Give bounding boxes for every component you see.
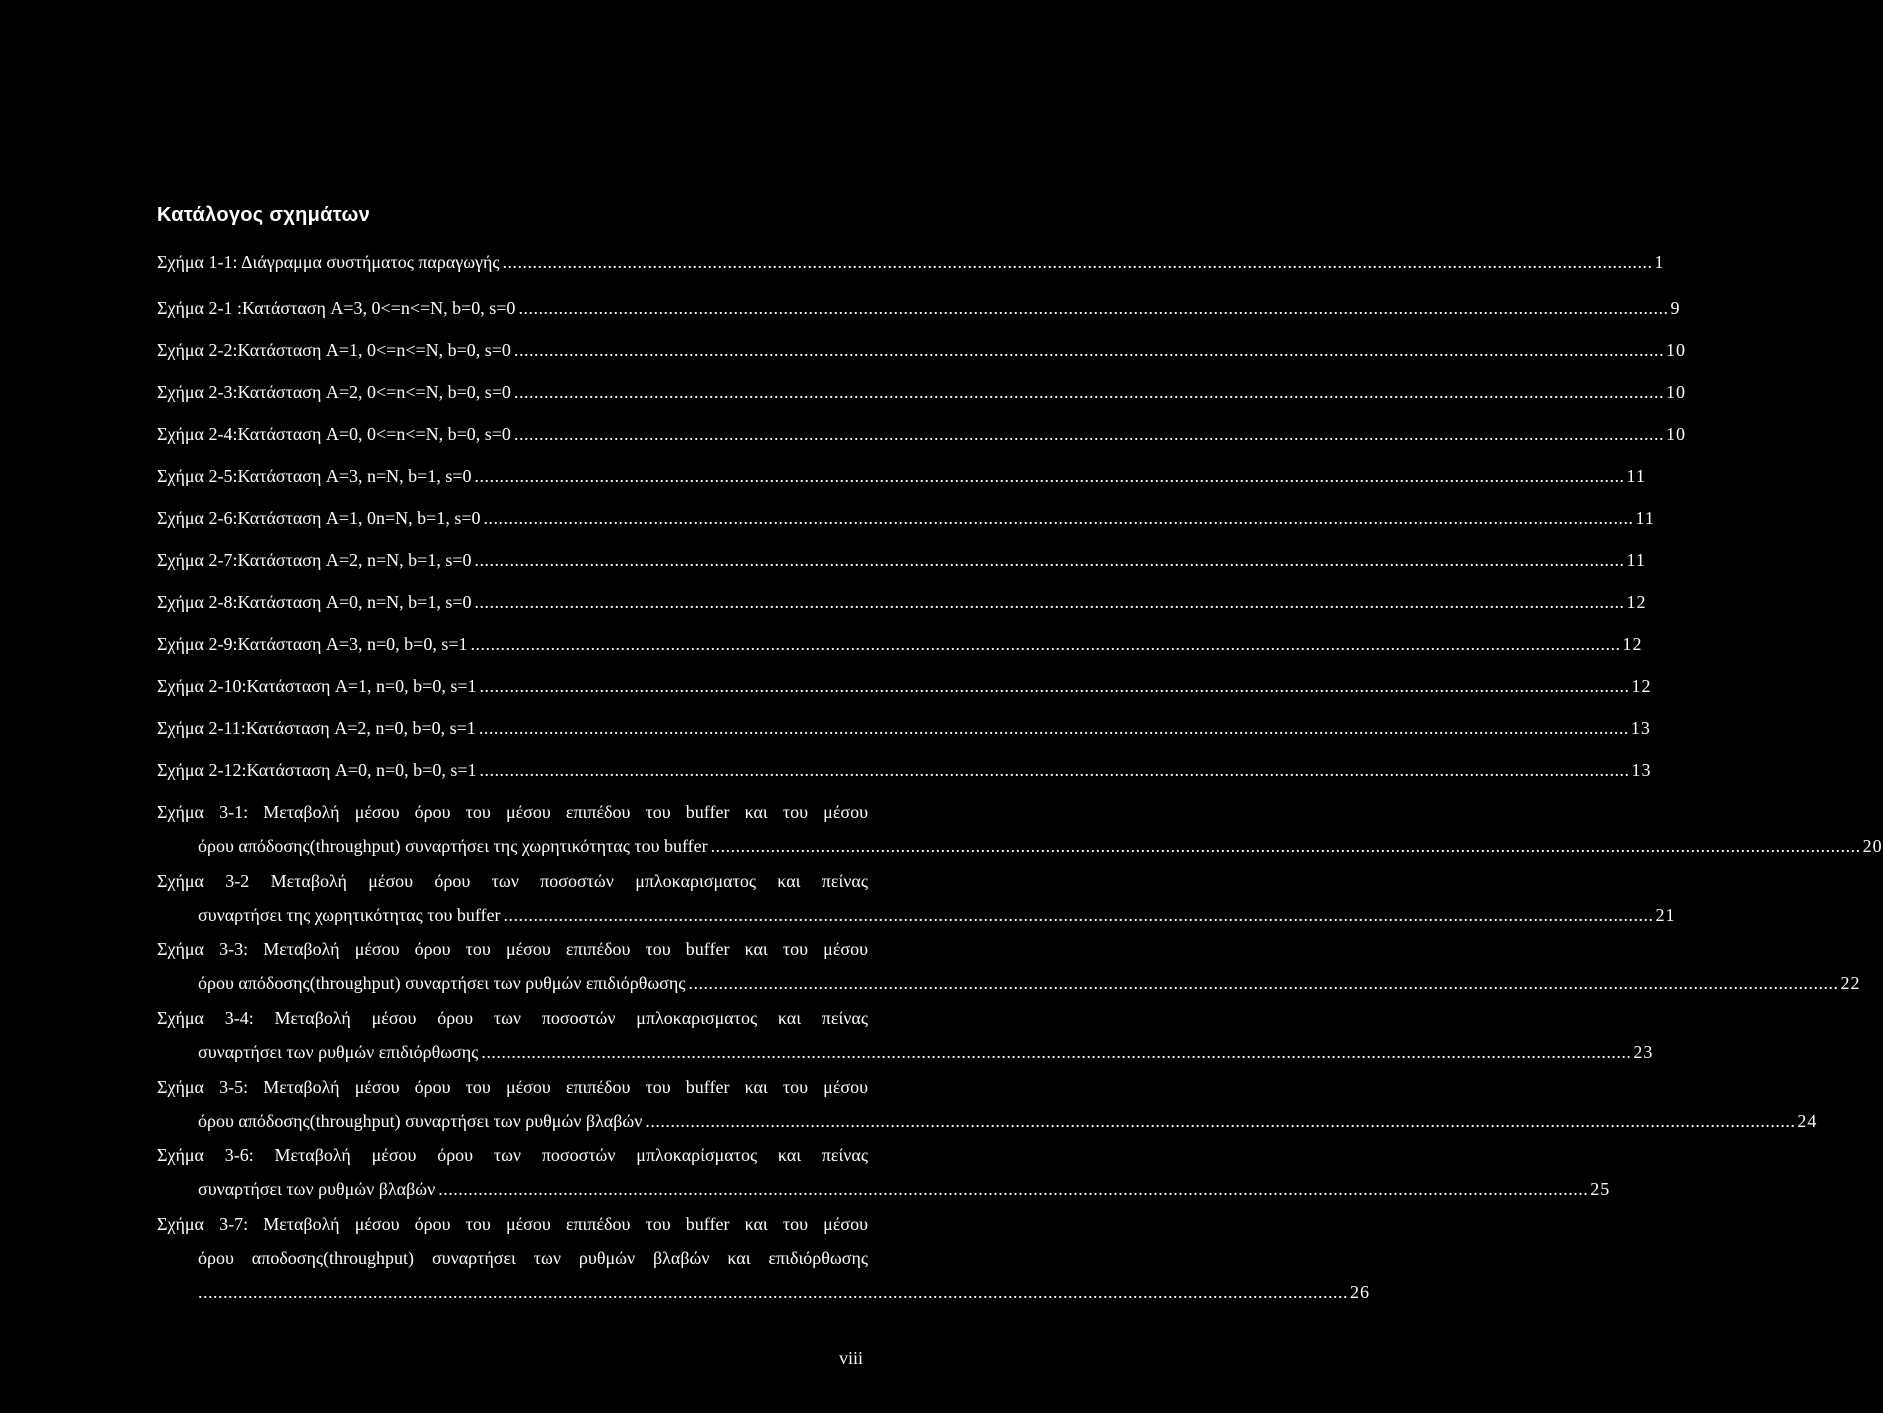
entry-page: 13: [1631, 760, 1652, 780]
toc-entry[interactable]: [157, 669, 1652, 703]
toc-entry-long[interactable]: [157, 1001, 1654, 1069]
dot-leader: ......................................................................................................................................................................................................................................: [478, 718, 1629, 738]
page-number: viii: [839, 1348, 864, 1368]
entry-text: Σχήμα 2-5:Κατάσταση A=3, n=N, b=1, s=0: [157, 466, 472, 486]
entry-text-line1: Σχήμα 3-1: Μεταβολή μέσου όρου του μέσου επιπέδου του buffer και του μέσου: [157, 802, 868, 822]
toc-entry[interactable]: [157, 627, 1643, 661]
toc-entry-long[interactable]: [157, 795, 1883, 863]
entry-text-line1: Σχήμα 3-3: Μεταβολή μέσου όρου του μέσου επιπέδου του buffer και του μέσου: [157, 939, 868, 959]
entry-page: 25: [1590, 1179, 1611, 1199]
entry-text: Σχήμα 2-2:Κατάσταση A=1, 0<=n<=N, b=0, s=0: [157, 340, 511, 360]
dot-leader: ......................................................................................................................................................................................................................................: [479, 760, 1630, 780]
toc-entry[interactable]: [157, 333, 1686, 367]
dot-leader: ......................................................................................................................................................................................................................................: [513, 382, 1664, 402]
entry-text-line1: Σχήμα 3-4: Μεταβολή μέσου όρου των ποσοστών μπλοκαρισματος και πείνας: [157, 1008, 868, 1028]
dot-leader: ......................................................................................................................................................................................................................................: [470, 634, 1621, 654]
entry-page: 20: [1862, 836, 1883, 856]
entry-text: Σχήμα 2-1 :Κατάσταση A=3, 0<=n<=N, b=0, s=0: [157, 298, 516, 318]
toc-entry[interactable]: [157, 375, 1686, 409]
entry-text: Σχήμα 2-7:Κατάσταση A=2, n=N, b=1, s=0: [157, 550, 472, 570]
entry-page: 10: [1665, 340, 1686, 360]
toc-entry[interactable]: [157, 753, 1652, 787]
dot-leader: ......................................................................................................................................................................................................................................: [481, 1042, 1632, 1062]
dot-leader: ......................................................................................................................................................................................................................................: [438, 1179, 1589, 1199]
entry-text-line2: όρου απόδοσης(throughput) συναρτήσει των ρυθμών επιδιόρθωσης: [198, 973, 686, 993]
dot-leader: ......................................................................................................................................................................................................................................: [645, 1111, 1796, 1131]
entry-text: Σχήμα 2-9:Κατάσταση A=3, n=0, b=0, s=1: [157, 634, 468, 654]
dot-leader: ......................................................................................................................................................................................................................................: [518, 298, 1669, 318]
dot-leader: ......................................................................................................................................................................................................................................: [474, 466, 1625, 486]
dot-leader: ......................................................................................................................................................................................................................................: [513, 424, 1664, 444]
entry-text-line2: όρου απόδοσης(throughput) συναρτήσει της χωρητικότητας του buffer: [198, 836, 708, 856]
entry-page: 10: [1665, 382, 1686, 402]
entry-text: Σχήμα 2-11:Κατάσταση A=2, n=0, b=0, s=1: [157, 718, 476, 738]
entry-text: Σχήμα 2-10:Κατάσταση A=1, n=0, b=0, s=1: [157, 676, 477, 696]
dot-leader: ......................................................................................................................................................................................................................................: [513, 340, 1664, 360]
entry-text-line1: Σχήμα 3-5: Μεταβολή μέσου όρου του μέσου επιπέδου του buffer και του μέσου: [157, 1077, 868, 1097]
dot-leader: ......................................................................................................................................................................................................................................: [474, 592, 1625, 612]
entry-page: 11: [1626, 550, 1646, 570]
entry-page: 11: [1635, 508, 1655, 528]
dot-leader: ......................................................................................................................................................................................................................................: [479, 676, 1630, 696]
entry-page: 13: [1630, 718, 1651, 738]
toc-entry-long[interactable]: [157, 1138, 1611, 1206]
toc-entry-long[interactable]: [157, 1070, 1818, 1138]
entry-page: 12: [1631, 676, 1652, 696]
dot-leader: ......................................................................................................................................................................................................................................: [483, 508, 1634, 528]
toc-entry-long[interactable]: [157, 1207, 1370, 1309]
toc-entry[interactable]: [157, 543, 1646, 577]
entry-page: 26: [1350, 1282, 1370, 1302]
toc-entry[interactable]: [157, 417, 1686, 451]
toc-entry[interactable]: [157, 585, 1647, 619]
dot-leader: ......................................................................................................................................................................................................................................: [710, 836, 1861, 856]
entry-text-line1: Σχήμα 3-2 Μεταβολή μέσου όρου των ποσοστών μπλοκαρισματος και πείνας: [157, 871, 868, 891]
toc-entry[interactable]: [157, 291, 1681, 325]
toc-entry[interactable]: [157, 245, 1665, 279]
entry-page: 22: [1840, 973, 1861, 993]
entry-text-line2: συναρτήσει των ρυθμών επιδιόρθωσης: [198, 1042, 479, 1062]
entry-page: 11: [1626, 466, 1646, 486]
entry-text-line2: όρου αποδοσης(throughput) συναρτήσει των ρυθμών βλαβών και επιδιόρθωσης: [198, 1248, 868, 1268]
page-title: Κατάλογος σχημάτων: [157, 204, 371, 226]
entry-text-line1: Σχήμα 3-6: Μεταβολή μέσου όρου των ποσοστών μπλοκαρίσματος και πείνας: [157, 1145, 868, 1165]
entry-text: Σχήμα 2-6:Κατάσταση A=1, 0n=N, b=1, s=0: [157, 508, 481, 528]
entry-text: Σχήμα 2-8:Κατάσταση A=0, n=N, b=1, s=0: [157, 592, 472, 612]
dot-leader: ......................................................................................................................................................................................................................................: [198, 1282, 1348, 1302]
dot-leader: ......................................................................................................................................................................................................................................: [502, 252, 1653, 272]
entry-page: 9: [1670, 298, 1681, 318]
entry-text: Σχήμα 1-1: Διάγραμμα συστήματος παραγωγής: [157, 252, 500, 272]
entry-text-line2: συναρτήσει των ρυθμών βλαβών: [198, 1179, 436, 1199]
entry-text: Σχήμα 2-4:Κατάσταση A=0, 0<=n<=N, b=0, s=0: [157, 424, 511, 444]
entry-page: 1: [1654, 252, 1665, 272]
entry-page: 10: [1665, 424, 1686, 444]
toc-entry[interactable]: [157, 501, 1655, 535]
entry-text-line1: Σχήμα 3-7: Μεταβολή μέσου όρου του μέσου επιπέδου του buffer και του μέσου: [157, 1214, 868, 1234]
toc-entry[interactable]: [157, 711, 1651, 745]
entry-text: Σχήμα 2-3:Κατάσταση A=2, 0<=n<=N, b=0, s=0: [157, 382, 511, 402]
dot-leader: ......................................................................................................................................................................................................................................: [503, 905, 1654, 925]
entry-page: 21: [1655, 905, 1676, 925]
toc-entry[interactable]: [157, 459, 1646, 493]
entry-text-line2: συναρτήσει της χωρητικότητας του buffer: [198, 905, 501, 925]
dot-leader: ......................................................................................................................................................................................................................................: [688, 973, 1839, 993]
toc-entry-long[interactable]: [157, 864, 1676, 932]
entry-text-line2: όρου απόδοσης(throughput) συναρτήσει των ρυθμών βλαβών: [198, 1111, 643, 1131]
entry-page: 12: [1626, 592, 1647, 612]
dot-leader: ......................................................................................................................................................................................................................................: [474, 550, 1625, 570]
toc-entry-long[interactable]: [157, 932, 1861, 1000]
entry-text: Σχήμα 2-12:Κατάσταση A=0, n=0, b=0, s=1: [157, 760, 477, 780]
entry-page: 12: [1622, 634, 1643, 654]
entry-page: 24: [1797, 1111, 1818, 1131]
entry-page: 23: [1633, 1042, 1654, 1062]
